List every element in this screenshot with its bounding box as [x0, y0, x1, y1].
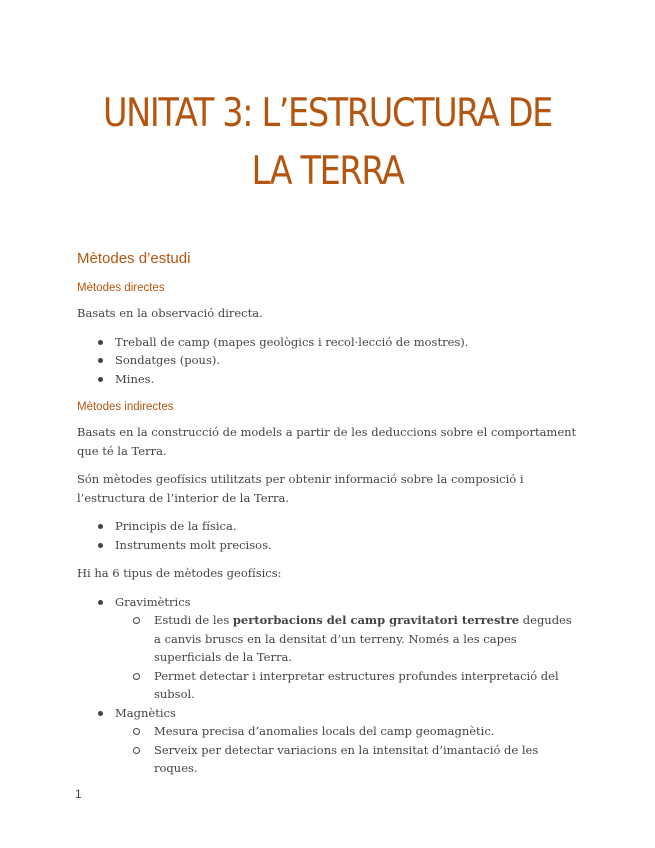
sublist-item: [115, 722, 582, 741]
bullet-icon: [98, 543, 103, 548]
sublist-item: [115, 741, 582, 778]
text-run: Permet detectar i interpretar estructures profundes interpretació del subsol.: [154, 668, 559, 701]
list-item-text: Sondatges (pous).: [115, 353, 220, 367]
hollow-bullet-icon: [133, 673, 140, 680]
text-run: Estudi de les: [154, 613, 233, 627]
page-number: 1: [75, 787, 82, 801]
list-item: [77, 333, 582, 352]
list-item-text: Gravimètrics: [115, 594, 191, 609]
document-body: [77, 248, 582, 788]
hollow-bullet-icon: [133, 747, 140, 754]
list-item-text: Instruments molt precisos.: [115, 537, 272, 552]
sublist-item: [115, 611, 582, 667]
hollow-bullet-icon: [133, 728, 140, 735]
direct-methods-list: [77, 333, 582, 389]
bullet-icon: [98, 600, 103, 605]
section-heading: Mètodes d’estudi: [77, 250, 191, 267]
title-line-1: UNITAT 3: L’ESTRUCTURA DE: [102, 91, 553, 136]
indirect-methods-heading: Mètodes indirectes: [77, 401, 174, 413]
list-item-gravimetric: [77, 593, 582, 704]
geophysics-types-list: [77, 593, 582, 778]
bullet-icon: [98, 377, 103, 382]
bullet-icon: [98, 711, 103, 716]
gravimetric-sublist: [115, 611, 582, 704]
bold-text-run: pertorbacions del camp gravitatori terrestre: [232, 613, 520, 627]
list-item-text: Magnètics: [115, 705, 176, 720]
list-item: [77, 536, 582, 555]
list-item-magnetic: [77, 704, 582, 778]
text-run: Mesura precisa d’anomalies locals del camp geomagnètic.: [154, 724, 495, 738]
list-item: [77, 370, 582, 389]
list-item-text: Mines.: [115, 371, 155, 386]
magnetic-sublist: [115, 722, 582, 778]
bullet-icon: [98, 524, 103, 529]
direct-methods-intro: Basats en la observació directa.: [77, 306, 263, 320]
bullet-icon: [98, 358, 103, 363]
text-run: Serveix per detectar variacions en la intensitat d’imantació de les roques.: [154, 742, 539, 775]
hollow-bullet-icon: [133, 617, 140, 624]
list-item-text: Treball de camp (mapes geològics i recol·lecció de mostres).: [115, 334, 469, 349]
text-run: degudes a canvis bruscs en la densitat d’un terreny. Només a les capes superficials de la Terra.: [154, 613, 572, 664]
geophysics-types-intro: Hi ha 6 tipus de mètodes geofísics:: [77, 566, 282, 580]
sublist-item: [115, 667, 582, 704]
indirect-methods-intro: Basats en la construcció de models a partir de les deduccions sobre el comportament que té la Terra.: [77, 425, 577, 458]
title-line-2: LA TERRA: [251, 149, 404, 194]
direct-methods-heading: Mètodes directes: [77, 282, 165, 294]
bullet-icon: [98, 340, 103, 345]
geophysics-basis-list: [77, 517, 582, 554]
document-title: [80, 85, 575, 201]
list-item-text: Principis de la física.: [115, 519, 237, 533]
geophysics-intro: Són mètodes geofísics utilitzats per obtenir informació sobre la composició i l’estructura de l’interior de la Terra.: [77, 472, 524, 505]
list-item: [77, 351, 582, 370]
list-item: [77, 517, 582, 536]
